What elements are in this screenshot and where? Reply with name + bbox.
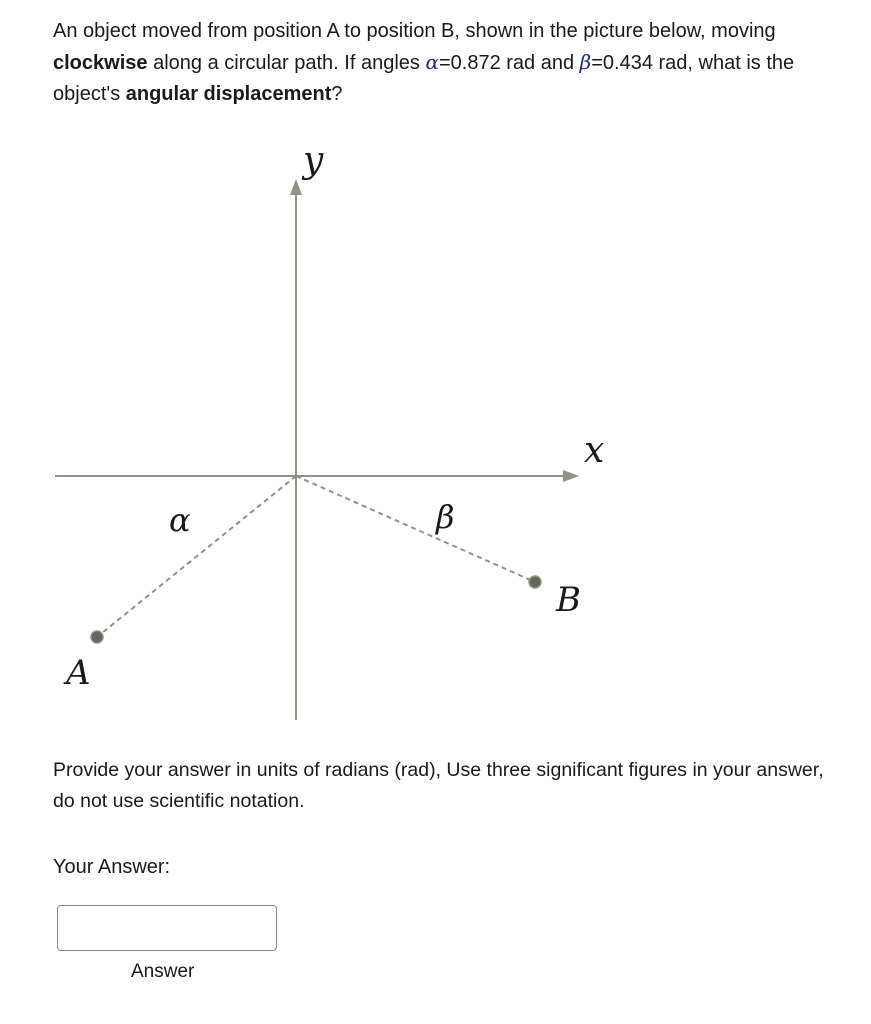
- point-b: [529, 576, 541, 588]
- answer-instruction: Provide your answer in units of radians (rad), Use three significant figures in your answer, do not use scientific notation.: [53, 759, 824, 812]
- alpha-value: =0.872 rad and: [438, 52, 580, 74]
- answer-caption: Answer: [131, 961, 195, 982]
- point-b-label: B: [556, 580, 581, 620]
- point-a-label: A: [66, 653, 91, 693]
- x-axis-label: x: [584, 430, 605, 471]
- question-part1: An object moved from position A to position B, shown in the picture below, moving: [53, 20, 776, 42]
- angular-displacement-emphasis: angular displacement: [125, 83, 332, 105]
- x-axis-arrow-icon: [563, 470, 579, 482]
- radius-line-b: [296, 476, 535, 582]
- beta-value: =0.434 rad, what is the object's: [53, 52, 795, 105]
- alpha-symbol: α: [425, 50, 439, 74]
- beta-symbol: β: [579, 50, 592, 74]
- y-axis-arrow-icon: [290, 179, 302, 195]
- clockwise-emphasis: clockwise: [53, 52, 148, 74]
- question-part2: along a circular path. If angles: [147, 52, 426, 74]
- radius-line-a: [97, 476, 296, 637]
- question-end: ?: [331, 83, 343, 105]
- your-answer-label: Your Answer:: [53, 856, 171, 878]
- question-text: [53, 16, 853, 110]
- beta-label: β: [436, 498, 455, 536]
- point-a: [91, 631, 103, 643]
- position-diagram: [0, 135, 871, 735]
- alpha-label: α: [169, 501, 191, 539]
- answer-input[interactable]: [57, 905, 277, 951]
- y-axis-label: y: [303, 140, 324, 181]
